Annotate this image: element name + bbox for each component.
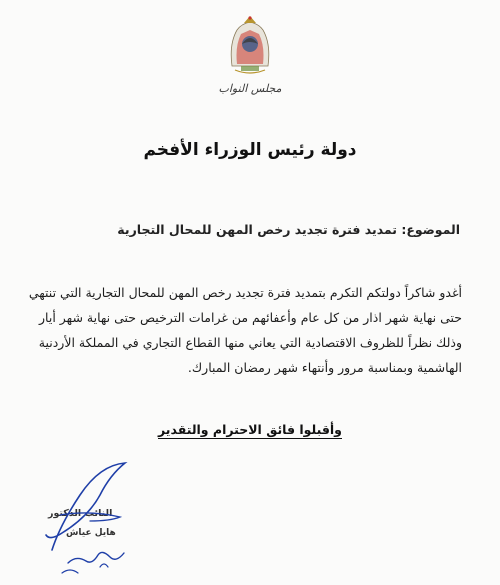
jordan-coat-of-arms-icon	[227, 14, 273, 76]
handwritten-signature	[40, 455, 150, 575]
closing-line	[0, 422, 500, 437]
body-line: الهاشمية وبمناسبة مرور وأنتهاء شهر رمضان المبارك.	[187, 360, 462, 375]
closing-text: وأقبلوا فائق الاحترام والتقدير	[158, 422, 342, 437]
signer-title: النائب الدكتور	[48, 508, 113, 519]
letter-body	[28, 280, 462, 380]
subject-line: الموضوع: تمديد فترة تجديد رخص المهن للمحال التجارية	[117, 222, 460, 237]
council-name: مجلس النواب	[218, 82, 282, 95]
body-line: وذلك نظراً للظروف الاقتصادية التي يعاني منها القطاع التجاري في المملكة الأردنية	[38, 335, 462, 350]
body-line: أغدو شاكراً دولتكم التكرم بتمديد فترة تجديد رخص المهن للمحال التجارية التي تنتهي	[28, 285, 462, 300]
addressee-heading: دولة رئيس الوزراء الأفخم	[143, 140, 357, 160]
body-line: حتى نهاية شهر اذار من كل عام وأعفائهم من غرامات الترخيص حتى نهاية شهر أيار	[39, 310, 462, 325]
signer-name: هايل عياش	[66, 528, 116, 538]
